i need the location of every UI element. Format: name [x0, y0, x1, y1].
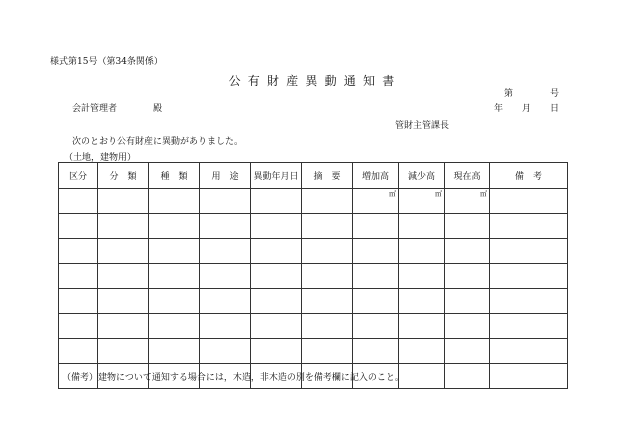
honorific: 殿: [153, 104, 163, 114]
table-cell[interactable]: [302, 189, 353, 214]
date-month: 月: [522, 104, 532, 114]
table-cell[interactable]: [302, 264, 353, 289]
table-cell[interactable]: [353, 314, 399, 339]
table-cell[interactable]: [302, 339, 353, 364]
table-cell[interactable]: [353, 214, 399, 239]
sender: 管財主管課長: [395, 121, 450, 131]
column-header-current: 現在高: [445, 163, 490, 189]
document-title: 公有財産異動通知書: [228, 74, 402, 88]
table-cell[interactable]: [98, 214, 149, 239]
table-cell[interactable]: [399, 364, 445, 389]
table-cell[interactable]: [251, 214, 302, 239]
table-cell[interactable]: [251, 289, 302, 314]
form-number-label: 様式第15号（第34条関係）: [50, 57, 163, 67]
table-cell[interactable]: [353, 264, 399, 289]
table-cell[interactable]: [98, 239, 149, 264]
table-row: [59, 214, 568, 239]
footnote: （備考）建物について通知する場合には，木造，非木造の別を備考欄に記入のこと。: [62, 373, 404, 383]
table-cell[interactable]: [490, 239, 568, 264]
table-header-row: [59, 163, 568, 189]
table-cell[interactable]: [353, 339, 399, 364]
table-cell[interactable]: [490, 314, 568, 339]
addressee: 会計管理者: [72, 104, 118, 114]
table-cell[interactable]: [490, 264, 568, 289]
table-cell[interactable]: [98, 289, 149, 314]
column-header-increase: 増加高: [353, 163, 399, 189]
category-label: （土地，建物用）: [64, 153, 137, 163]
table-row: [59, 189, 568, 214]
table-cell[interactable]: [59, 189, 98, 214]
table-cell[interactable]: [445, 264, 490, 289]
table-cell[interactable]: [149, 264, 200, 289]
table-cell[interactable]: [59, 339, 98, 364]
table-row: [59, 314, 568, 339]
asset-change-table: [58, 162, 568, 389]
table-cell[interactable]: [302, 289, 353, 314]
increase-unit[interactable]: ㎡: [353, 189, 399, 214]
table-cell[interactable]: [98, 264, 149, 289]
table-row: [59, 264, 568, 289]
table-row: [59, 289, 568, 314]
column-header-decrease: 減少高: [399, 163, 445, 189]
table-cell[interactable]: [445, 239, 490, 264]
column-header-bunrui: 分 類: [98, 163, 149, 189]
table-cell[interactable]: [353, 239, 399, 264]
table-cell[interactable]: [200, 214, 251, 239]
table-cell[interactable]: [251, 314, 302, 339]
table-cell[interactable]: [98, 339, 149, 364]
column-header-shurui: 種 類: [149, 163, 200, 189]
column-header-biko: 備 考: [490, 163, 568, 189]
table-row: [59, 339, 568, 364]
table-cell[interactable]: [490, 289, 568, 314]
table-cell[interactable]: [251, 264, 302, 289]
table-cell[interactable]: [353, 289, 399, 314]
table-cell[interactable]: [399, 339, 445, 364]
table-cell[interactable]: [399, 239, 445, 264]
column-header-change-date: 異動年月日: [251, 163, 302, 189]
table-cell[interactable]: [302, 214, 353, 239]
table-cell[interactable]: [200, 189, 251, 214]
date-day: 日: [550, 104, 560, 114]
table-cell[interactable]: [302, 314, 353, 339]
table-cell[interactable]: [59, 214, 98, 239]
table-cell[interactable]: [399, 289, 445, 314]
table-cell[interactable]: [490, 189, 568, 214]
table-cell[interactable]: [59, 314, 98, 339]
current-unit[interactable]: ㎡: [445, 189, 490, 214]
table-cell[interactable]: [200, 264, 251, 289]
table-cell[interactable]: [490, 214, 568, 239]
table-cell[interactable]: [59, 239, 98, 264]
table-cell[interactable]: [445, 314, 490, 339]
table-cell[interactable]: [149, 214, 200, 239]
decrease-unit[interactable]: ㎡: [399, 189, 445, 214]
table-cell[interactable]: [200, 289, 251, 314]
table-cell[interactable]: [490, 339, 568, 364]
table-cell[interactable]: [251, 239, 302, 264]
table-cell[interactable]: [490, 364, 568, 389]
table-cell[interactable]: [59, 289, 98, 314]
table-cell[interactable]: [445, 339, 490, 364]
document-number-prefix: 第: [504, 89, 514, 99]
column-header-tekiyo: 摘 要: [302, 163, 353, 189]
table-cell[interactable]: [149, 289, 200, 314]
table-cell[interactable]: [149, 314, 200, 339]
table-cell[interactable]: [149, 239, 200, 264]
column-header-kubun: 区分: [59, 163, 98, 189]
table-cell[interactable]: [399, 314, 445, 339]
table-cell[interactable]: [399, 214, 445, 239]
table-cell[interactable]: [302, 239, 353, 264]
table-cell[interactable]: [59, 264, 98, 289]
table-cell[interactable]: [445, 214, 490, 239]
table-cell[interactable]: [98, 189, 149, 214]
table-cell[interactable]: [251, 339, 302, 364]
table-cell[interactable]: [98, 314, 149, 339]
date-year: 年: [494, 104, 504, 114]
table-cell[interactable]: [149, 339, 200, 364]
table-row: [59, 239, 568, 264]
table-cell[interactable]: [200, 339, 251, 364]
table-cell[interactable]: [200, 239, 251, 264]
column-header-yoto: 用 途: [200, 163, 251, 189]
table-cell[interactable]: [251, 189, 302, 214]
table-cell[interactable]: [445, 364, 490, 389]
table-cell[interactable]: [149, 189, 200, 214]
intro-text: 次のとおり公有財産に異動がありました。: [72, 137, 244, 147]
table-cell[interactable]: [200, 314, 251, 339]
table-cell[interactable]: [445, 289, 490, 314]
table-cell[interactable]: [399, 264, 445, 289]
document-number-suffix: 号: [550, 89, 560, 99]
